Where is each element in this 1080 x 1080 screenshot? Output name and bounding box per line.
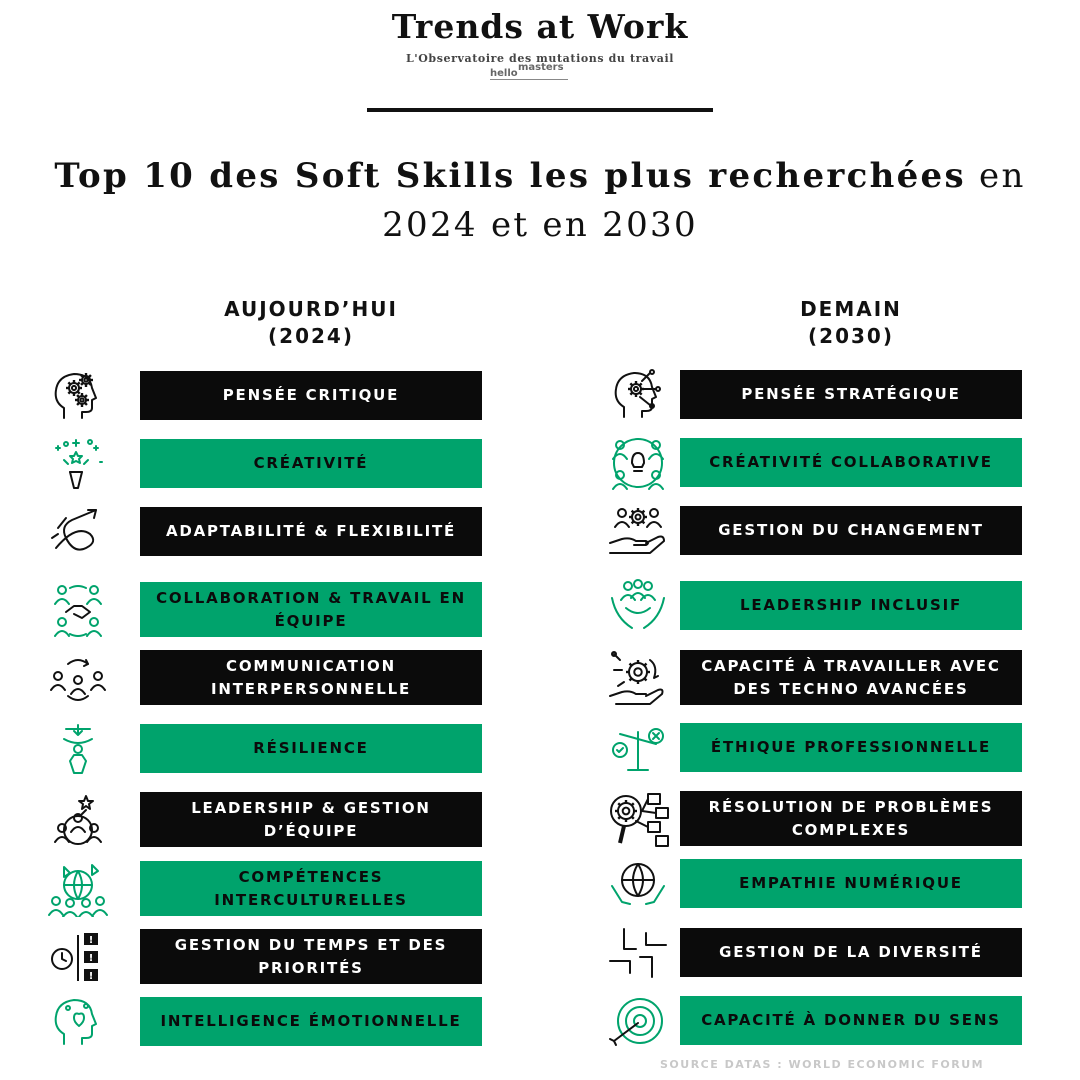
people-exchange-icon <box>46 650 110 706</box>
left-skill-label: RÉSILIENCE <box>140 724 482 773</box>
right-skill-label: LEADERSHIP INCLUSIF <box>680 581 1022 630</box>
globe-hands-icon <box>606 856 670 912</box>
right-skill-label: CAPACITÉ À DONNER DU SENS <box>680 996 1022 1045</box>
leader-star-icon <box>46 792 110 848</box>
right-column-title: DEMAIN <box>800 297 902 321</box>
right-skill-label: EMPATHIE NUMÉRIQUE <box>680 859 1022 908</box>
left-skill-label: COLLABORATION & TRAVAIL EN ÉQUIPE <box>140 582 482 637</box>
bulb-people-icon <box>606 435 670 491</box>
gear-flowchart-icon <box>606 791 670 847</box>
globe-people-icon <box>46 861 110 917</box>
left-skill-label: ADAPTABILITÉ & FLEXIBILITÉ <box>140 507 482 556</box>
head-gears-icon <box>46 368 110 424</box>
left-skill-label: INTELLIGENCE ÉMOTIONNELLE <box>140 997 482 1046</box>
left-skill-label: GESTION DU TEMPS ET DES PRIORITÉS <box>140 929 482 984</box>
right-column-year: (2030) <box>808 324 894 348</box>
left-skill-label: PENSÉE CRITIQUE <box>140 371 482 420</box>
source-credit: SOURCE DATAS : WORLD ECONOMIC FORUM <box>660 1058 985 1071</box>
left-skill-label: LEADERSHIP & GESTION D’ÉQUIPE <box>140 792 482 847</box>
right-skill-label: CAPACITÉ À TRAVAILLER AVEC DES TECHNO AVANCÉES <box>680 650 1022 705</box>
left-skill-label: COMPÉTENCES INTERCULTURELLES <box>140 861 482 916</box>
logo-masters-text: masters <box>518 62 564 73</box>
svg-text:!: ! <box>88 934 94 946</box>
head-heart-icon <box>46 994 110 1050</box>
brand-header <box>0 8 1080 65</box>
left-skill-label: CRÉATIVITÉ <box>140 439 482 488</box>
left-column-year: (2024) <box>268 324 354 348</box>
right-column-header <box>680 296 1022 350</box>
right-skill-label: PENSÉE STRATÉGIQUE <box>680 370 1022 419</box>
right-skill-label: GESTION DU CHANGEMENT <box>680 506 1022 555</box>
scale-ethics-icon <box>606 720 670 776</box>
hands-group-icon <box>606 578 670 634</box>
right-skill-label: ÉTHIQUE PROFESSIONNELLE <box>680 723 1022 772</box>
hand-gear-people-icon <box>606 503 670 559</box>
hand-gear-tech-icon <box>606 650 670 706</box>
page-title-line2: 2024 et en 2030 <box>382 205 698 245</box>
right-skill-label: GESTION DE LA DIVERSITÉ <box>680 928 1022 977</box>
svg-text:!: ! <box>88 970 94 982</box>
pencil-sparkles-icon <box>46 436 110 492</box>
page-title-rest: en <box>965 156 1026 196</box>
left-column-header <box>140 296 482 350</box>
page-title <box>0 152 1080 250</box>
svg-text:!: ! <box>88 952 94 964</box>
arrows-twist-icon <box>46 504 110 560</box>
logo-hello-text: hello <box>490 68 518 79</box>
handshake-team-icon <box>46 582 110 638</box>
target-arrow-icon <box>606 993 670 1049</box>
right-skill-label: CRÉATIVITÉ COLLABORATIVE <box>680 438 1022 487</box>
hands-circle-icon <box>606 925 670 981</box>
right-skill-label: RÉSOLUTION DE PROBLÈMES COMPLEXES <box>680 791 1022 846</box>
logo-underline <box>490 79 568 80</box>
clock-priorities-icon <box>46 929 110 985</box>
person-pressure-icon <box>46 721 110 777</box>
left-skill-label: COMMUNICATION INTERPERSONNELLE <box>140 650 482 705</box>
header-divider <box>367 108 713 112</box>
head-circuit-icon <box>606 367 670 423</box>
left-column-title: AUJOURD’HUI <box>224 297 398 321</box>
brand-title: Trends at Work <box>391 7 689 46</box>
page-title-bold: Top 10 des Soft Skills les plus recherchées <box>54 156 966 196</box>
brand-subtitle: L'Observatoire des mutations du travail <box>405 52 675 65</box>
